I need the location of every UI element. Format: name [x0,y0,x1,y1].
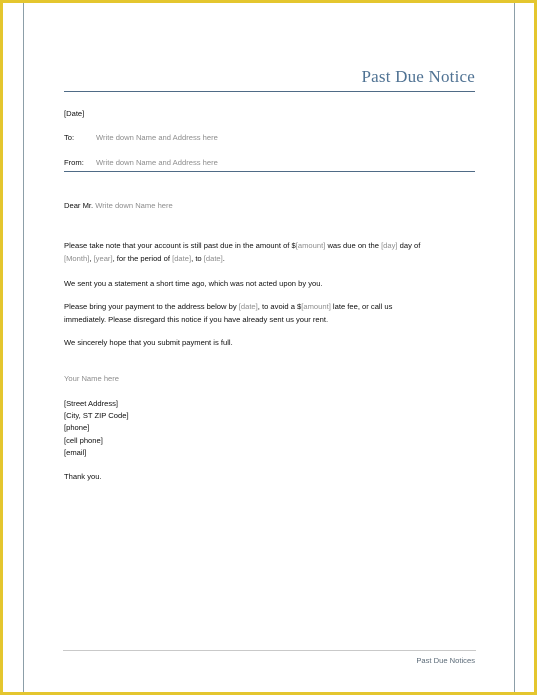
paragraph-text: was due on the [325,241,382,250]
header-divider [64,171,475,172]
paragraph-statement-sent: We sent you a statement a short time ago, which was not acted upon by you. [64,279,323,288]
to-field[interactable]: Write down Name and Address here [96,133,218,142]
phone-field[interactable]: [phone] [64,423,90,433]
paragraph-text: , [89,253,94,263]
title-rule [64,91,475,92]
paragraph-text: immediately. Please disregard this notice if you have already sent us your rent. [64,314,329,324]
paragraph-hope: We sincerely hope that you submit payment is full. [64,338,233,347]
from-label: From: [64,158,84,167]
from-row [64,158,218,167]
paragraph-text: day of [397,241,421,250]
period-start-date-field[interactable]: [date] [172,253,192,263]
salutation-prefix: Dear Mr. [64,201,94,210]
paragraph-text: Please take note that your account is still past due in the amount of $ [64,241,296,250]
paragraph-text: . [222,253,225,263]
paragraph-bring-payment [64,301,474,326]
date-placeholder[interactable]: [Date] [64,109,85,118]
late-fee-amount-field[interactable]: [amount] [301,302,331,311]
closing-text: Thank you. [64,472,102,481]
footer-text: Past Due Notices [416,656,475,665]
year-field[interactable]: [year] [93,253,113,263]
street-address-field[interactable]: [Street Address] [64,399,119,408]
period-end-date-field[interactable]: [date] [203,253,223,263]
paragraph-text: , to [191,253,204,263]
sender-address-block [64,398,129,459]
paragraph-amount-due [64,240,474,265]
footer-rule [63,650,476,651]
paragraph-text: , to avoid a $ [257,302,302,311]
day-field[interactable]: [day] [381,241,398,250]
amount-field[interactable]: [amount] [295,241,326,250]
email-field[interactable]: [email] [64,447,87,457]
payment-date-field[interactable]: [date] [238,302,258,311]
month-field[interactable]: [Month] [64,253,90,263]
to-row [64,133,218,142]
recipient-name-field[interactable]: Write down Name here [95,201,173,210]
salutation [64,201,173,210]
cell-phone-field[interactable]: [cell phone] [64,435,103,445]
document-title: Past Due Notice [361,67,475,86]
document-page [3,3,534,692]
city-state-zip-field[interactable]: [City, ST ZIP Code] [64,411,129,421]
to-label: To: [64,133,75,142]
from-field[interactable]: Write down Name and Address here [96,158,218,167]
paragraph-text: Please bring your payment to the address below by [64,302,239,311]
left-frame-line [23,3,24,692]
paragraph-text: late fee, or call us [330,302,393,311]
your-name-field[interactable]: Your Name here [64,374,120,383]
right-frame-line [514,3,515,692]
paragraph-text: , for the period of [112,253,173,263]
